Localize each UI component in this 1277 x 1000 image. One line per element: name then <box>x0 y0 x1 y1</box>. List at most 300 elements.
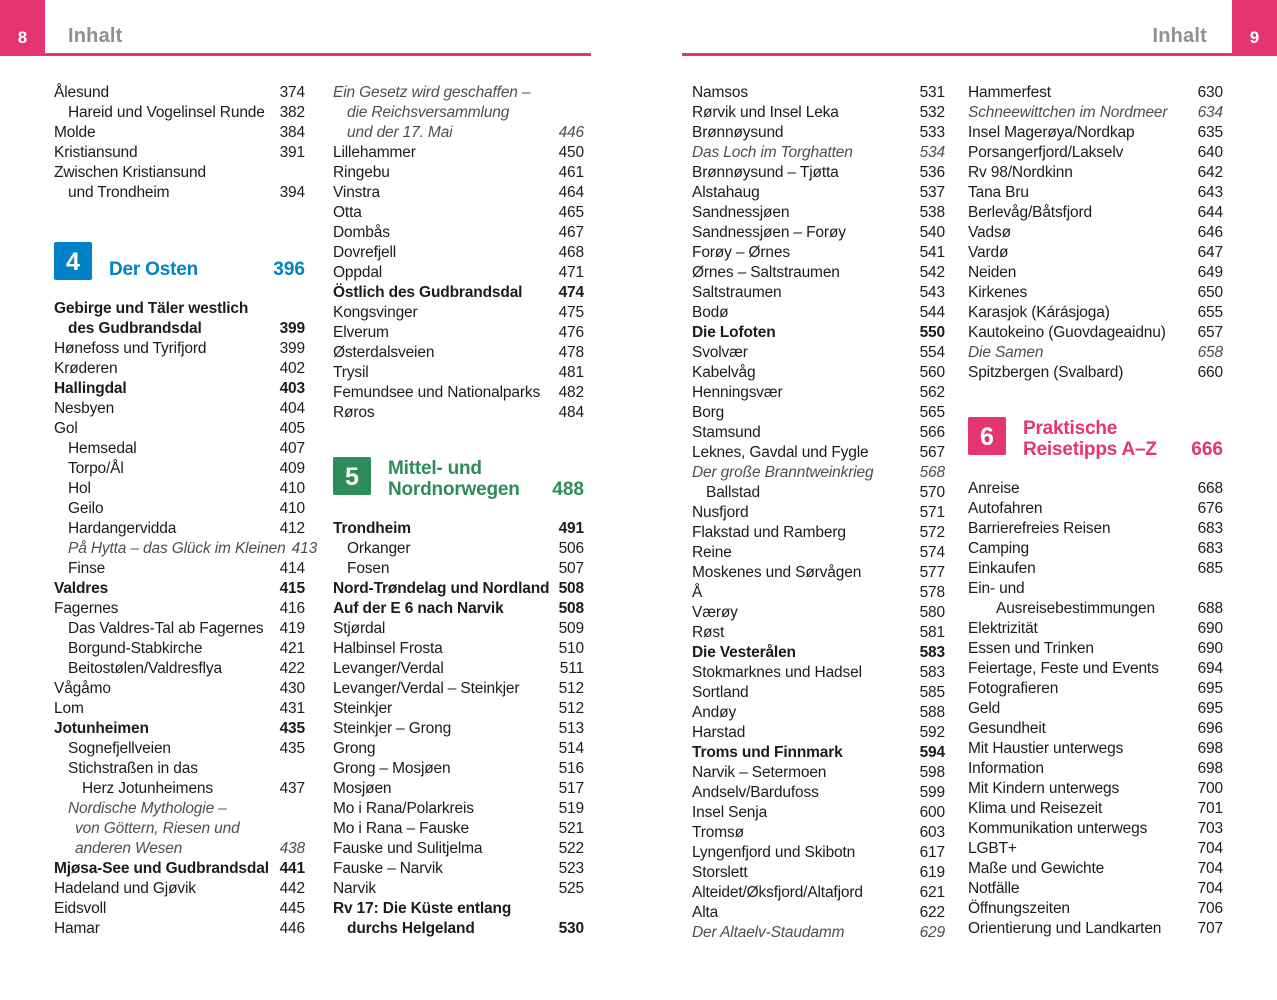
toc-entry <box>968 660 1223 680</box>
toc-entry-label: Jotunheimen <box>54 720 149 737</box>
toc-entry-label: Insel Magerøya/Nordkap <box>968 124 1135 141</box>
toc-entry-page: 422 <box>279 660 305 677</box>
toc-entry <box>692 824 945 844</box>
toc-entry-label: Herz Jotunheimens <box>82 780 213 797</box>
toc-entry-page: 391 <box>279 144 305 161</box>
toc-entry-label: Finse <box>68 560 106 577</box>
toc-entry-label: Værøy <box>692 604 738 621</box>
toc-entry-label: Mo i Rana – Fauske <box>333 820 470 837</box>
toc-entry-label: Sandnessjøen <box>692 204 790 221</box>
toc-entry-label: Nord-Trøndelag und Nordland <box>333 580 550 597</box>
toc-entry-page: 695 <box>1197 680 1223 697</box>
toc-entry-page: 583 <box>919 644 945 661</box>
toc-entry-page: 438 <box>279 840 305 857</box>
chapter-title <box>388 458 520 500</box>
toc-entry-label: Otta <box>333 204 362 221</box>
toc-entry-page: 698 <box>1197 760 1223 777</box>
right-header-title: Inhalt <box>1152 25 1207 47</box>
toc-entry-label: Fagernes <box>54 600 119 617</box>
toc-entry-label: Hamar <box>54 920 100 937</box>
toc-entry <box>54 520 305 540</box>
toc-entry <box>968 500 1223 520</box>
toc-entry <box>333 204 584 224</box>
toc-entry-page: 643 <box>1197 184 1223 201</box>
toc-entry-label: Halbinsel Frosta <box>333 640 443 657</box>
toc-entry <box>54 920 305 940</box>
toc-entry-page: 513 <box>558 720 584 737</box>
toc-entry-page: 660 <box>1197 364 1223 381</box>
toc-entry-label: Ein- und <box>968 580 1025 597</box>
toc-entry-label: Neiden <box>968 264 1017 281</box>
toc-entry-page: 541 <box>919 244 945 261</box>
toc-entry-label: Hønefoss und Tyrifjord <box>54 340 207 357</box>
toc-entry <box>333 660 584 680</box>
toc-entry <box>333 384 584 404</box>
toc-entry <box>692 604 945 624</box>
toc-entry <box>968 104 1223 124</box>
toc-entry <box>692 444 945 464</box>
chapter-page-number: 666 <box>1191 439 1223 460</box>
toc-entry <box>54 360 305 380</box>
chapter-title <box>1023 418 1157 460</box>
toc-entry <box>692 624 945 644</box>
toc-entry-page: 694 <box>1197 660 1223 677</box>
toc-entry-label: Moskenes und Sørvågen <box>692 564 862 581</box>
toc-entry <box>968 224 1223 244</box>
toc-entry-page: 668 <box>1197 480 1223 497</box>
toc-entry-label: Trondheim <box>333 520 411 537</box>
toc-entry-label: Nesbyen <box>54 400 115 417</box>
toc-entry <box>333 840 584 860</box>
toc-entry <box>54 800 305 820</box>
toc-entry-page: 465 <box>558 204 584 221</box>
toc-entry-page: 442 <box>279 880 305 897</box>
toc-entry-page: 512 <box>558 680 584 697</box>
toc-entry <box>54 320 305 340</box>
toc-entry-page: 683 <box>1197 540 1223 557</box>
toc-entry-page: 640 <box>1197 144 1223 161</box>
toc-entry-label: und Trondheim <box>68 184 170 201</box>
toc-entry-label: Steinkjer – Grong <box>333 720 452 737</box>
toc-entry-page: 704 <box>1197 840 1223 857</box>
toc-entry <box>968 164 1223 184</box>
toc-entry-page: 536 <box>919 164 945 181</box>
toc-entry-page: 431 <box>279 700 305 717</box>
toc-column-2 <box>333 84 584 940</box>
toc-entry-page: 649 <box>1197 264 1223 281</box>
toc-entry-label: Gebirge und Täler westlich <box>54 300 249 317</box>
toc-entry-label: Der große Branntweinkrieg <box>692 464 874 481</box>
toc-entry <box>692 264 945 284</box>
chapter-heading <box>54 242 305 280</box>
toc-entry <box>692 584 945 604</box>
toc-entry <box>54 580 305 600</box>
toc-entry <box>333 800 584 820</box>
toc-entry <box>54 820 305 840</box>
toc-entry-label: Røros <box>333 404 375 421</box>
toc-entry-label: Ballstad <box>706 484 760 501</box>
toc-entry-label: Dovrefjell <box>333 244 397 261</box>
toc-entry-label: Berlevåg/Båtsfjord <box>968 204 1092 221</box>
chapter-number-badge: 5 <box>333 457 371 495</box>
toc-entry-page: 507 <box>558 560 584 577</box>
toc-entry-label: Maße und Gewichte <box>968 860 1105 877</box>
toc-entry <box>968 920 1223 940</box>
toc-entry <box>54 880 305 900</box>
toc-entry <box>54 84 305 104</box>
toc-entry-label: Die Vesterålen <box>692 644 796 661</box>
toc-entry-page: 464 <box>558 184 584 201</box>
left-header-title: Inhalt <box>68 25 123 47</box>
toc-entry-label: Hardangervidda <box>68 520 177 537</box>
toc-entry-label: Røst <box>692 624 725 641</box>
toc-entry-page: 543 <box>919 284 945 301</box>
toc-entry-page: 560 <box>919 364 945 381</box>
toc-entry <box>333 84 584 104</box>
chapter-heading <box>968 418 1223 460</box>
toc-entry-page: 676 <box>1197 500 1223 517</box>
toc-entry-label: Orkanger <box>347 540 411 557</box>
toc-entry-page: 683 <box>1197 520 1223 537</box>
toc-entry <box>692 84 945 104</box>
toc-entry <box>968 184 1223 204</box>
toc-entry <box>692 924 945 944</box>
toc-entry-page: 600 <box>919 804 945 821</box>
toc-entry <box>968 560 1223 580</box>
toc-entry-label: Trysil <box>333 364 369 381</box>
toc-entry-label: Brønnøysund <box>692 124 784 141</box>
toc-entry-page: 540 <box>919 224 945 241</box>
toc-entry-label: Eidsvoll <box>54 900 107 917</box>
toc-entry <box>333 184 584 204</box>
toc-entry-page: 635 <box>1197 124 1223 141</box>
toc-entry-page: 658 <box>1197 344 1223 361</box>
toc-entry <box>333 760 584 780</box>
toc-entry <box>54 440 305 460</box>
toc-entry-label: Molde <box>54 124 96 141</box>
toc-entry-page: 580 <box>919 604 945 621</box>
toc-entry-page: 508 <box>558 580 584 597</box>
toc-entry-page: 410 <box>279 500 305 517</box>
toc-entry-label: Fotografieren <box>968 680 1059 697</box>
toc-entry-label: Fauske – Narvik <box>333 860 443 877</box>
toc-entry <box>968 284 1223 304</box>
toc-entry <box>54 480 305 500</box>
toc-entry-page: 707 <box>1197 920 1223 937</box>
toc-entry-page: 516 <box>558 760 584 777</box>
toc-entry-page: 484 <box>558 404 584 421</box>
toc-entry-page: 530 <box>558 920 584 937</box>
toc-entry-label: Elverum <box>333 324 389 341</box>
toc-entry <box>333 600 584 620</box>
toc-entry-page: 690 <box>1197 640 1223 657</box>
toc-entry-label: Information <box>968 760 1044 777</box>
toc-entry <box>333 264 584 284</box>
toc-entry <box>968 600 1223 620</box>
toc-entry <box>692 544 945 564</box>
toc-entry <box>692 884 945 904</box>
toc-entry-label: Nusfjord <box>692 504 749 521</box>
toc-entry-page: 525 <box>558 880 584 897</box>
toc-entry-page: 599 <box>919 784 945 801</box>
toc-entry-label: Karasjok (Kárásjoga) <box>968 304 1110 321</box>
toc-entry-page: 421 <box>279 640 305 657</box>
toc-entry-label: Die Lofoten <box>692 324 776 341</box>
toc-entry-label: Kommunikation unterwegs <box>968 820 1148 837</box>
toc-entry <box>692 904 945 924</box>
toc-entry <box>968 520 1223 540</box>
toc-entry-label: Gesundheit <box>968 720 1046 737</box>
toc-entry-label: Grong <box>333 740 376 757</box>
toc-entry-page: 441 <box>279 860 305 877</box>
toc-entry <box>692 844 945 864</box>
toc-entry <box>692 184 945 204</box>
toc-entry-page: 399 <box>279 340 305 357</box>
toc-column-1 <box>54 84 318 940</box>
toc-entry-label: Tana Bru <box>968 184 1029 201</box>
toc-entry-label: Mosjøen <box>333 780 392 797</box>
toc-entry-label: durchs Helgeland <box>347 920 475 937</box>
toc-entry <box>54 420 305 440</box>
toc-entry <box>333 560 584 580</box>
toc-entry-label: Andselv/Bardufoss <box>692 784 819 801</box>
toc-entry <box>692 284 945 304</box>
toc-entry-label: des Gudbrandsdal <box>68 320 202 337</box>
toc-entry-label: Borgund-Stabkirche <box>68 640 203 657</box>
toc-entry <box>692 324 945 344</box>
toc-entry-label: Hol <box>68 480 91 497</box>
toc-entry <box>333 520 584 540</box>
toc-entry-label: Vardø <box>968 244 1009 261</box>
toc-entry-label: Schneewittchen im Nordmeer <box>968 104 1168 121</box>
toc-entry-label: Narvik <box>333 880 377 897</box>
toc-entry <box>692 244 945 264</box>
toc-entry <box>333 820 584 840</box>
toc-entry-label: Kabelvåg <box>692 364 756 381</box>
toc-entry <box>692 404 945 424</box>
toc-entry-page: 571 <box>919 504 945 521</box>
toc-entry-label: die Reichsversammlung <box>347 104 510 121</box>
toc-entry <box>692 344 945 364</box>
toc-entry-page: 630 <box>1197 84 1223 101</box>
toc-entry-label: Grong – Mosjøen <box>333 760 451 777</box>
toc-entry-page: 405 <box>279 420 305 437</box>
toc-entry-label: Narvik – Setermoen <box>692 764 827 781</box>
toc-entry-page: 508 <box>558 600 584 617</box>
toc-entry-page: 698 <box>1197 740 1223 757</box>
toc-entry-label: Storslett <box>692 864 748 881</box>
toc-entry-page: 419 <box>279 620 305 637</box>
toc-entry-label: Stjørdal <box>333 620 386 637</box>
toc-entry-label: Krøderen <box>54 360 118 377</box>
toc-entry <box>54 600 305 620</box>
toc-entry-page: 572 <box>919 524 945 541</box>
toc-entry <box>333 740 584 760</box>
toc-entry-page: 568 <box>919 464 945 481</box>
toc-entry-label: Levanger/Verdal – Steinkjer <box>333 680 520 697</box>
toc-entry <box>968 244 1223 264</box>
toc-entry-label: Camping <box>968 540 1029 557</box>
toc-entry-label: Sognefjellveien <box>68 740 171 757</box>
toc-entry-label: Saltstraumen <box>692 284 782 301</box>
toc-entry <box>968 264 1223 284</box>
toc-entry <box>692 224 945 244</box>
toc-entry-page: 566 <box>919 424 945 441</box>
toc-entry <box>968 84 1223 104</box>
toc-entry-page: 474 <box>558 284 584 301</box>
toc-entry <box>54 300 305 320</box>
toc-entry-page: 461 <box>558 164 584 181</box>
toc-entry-label: Kristiansund <box>54 144 138 161</box>
chapter-title-line: Reisetipps A–Z <box>1023 439 1157 460</box>
toc-entry-label: Andøy <box>692 704 737 721</box>
toc-entry-page: 696 <box>1197 720 1223 737</box>
toc-entry-page: 412 <box>279 520 305 537</box>
toc-entry <box>54 640 305 660</box>
toc-entry <box>54 184 305 204</box>
toc-entry-label: Klima und Reisezeit <box>968 800 1103 817</box>
toc-entry-label: Beitostølen/Valdresflya <box>68 660 222 677</box>
toc-entry-page: 531 <box>919 84 945 101</box>
toc-entry-page: 445 <box>279 900 305 917</box>
toc-entry-label: Die Samen <box>968 344 1044 361</box>
toc-entry-label: Leknes, Gavdal und Fygle <box>692 444 869 461</box>
toc-entry-label: Stichstraßen in das <box>68 760 198 777</box>
toc-entry-label: Einkaufen <box>968 560 1036 577</box>
toc-entry-page: 481 <box>558 364 584 381</box>
toc-entry-label: anderen Wesen <box>75 840 183 857</box>
toc-entry <box>54 400 305 420</box>
toc-entry <box>333 144 584 164</box>
toc-entry <box>54 164 305 184</box>
chapter-title-line: Mittel- und <box>388 458 482 479</box>
toc-entry <box>692 464 945 484</box>
toc-entry-label: Å <box>692 584 703 601</box>
toc-entry <box>333 224 584 244</box>
toc-entry-page: 471 <box>558 264 584 281</box>
toc-entry-page: 517 <box>558 780 584 797</box>
toc-entry-label: Fauske und Sulitjelma <box>333 840 483 857</box>
toc-entry-label: Gol <box>54 420 78 437</box>
toc-entry-label: Essen und Trinken <box>968 640 1094 657</box>
toc-entry-page: 435 <box>279 720 305 737</box>
chapter-title-line: Nordnorwegen <box>388 479 520 500</box>
toc-entry-page: 554 <box>919 344 945 361</box>
chapter-page-number: 396 <box>273 259 305 280</box>
toc-entry-label: Der Altaelv-Staudamm <box>692 924 845 941</box>
toc-entry-label: Kirkenes <box>968 284 1028 301</box>
toc-entry <box>54 144 305 164</box>
toc-entry-label: Svolvær <box>692 344 748 361</box>
toc-entry <box>333 620 584 640</box>
toc-entry <box>54 860 305 880</box>
toc-entry <box>968 820 1223 840</box>
toc-entry-label: Alta <box>692 904 719 921</box>
chapter-number-badge: 4 <box>54 242 92 280</box>
toc-entry-page: 519 <box>558 800 584 817</box>
toc-entry <box>968 620 1223 640</box>
toc-entry-page: 413 <box>291 540 318 557</box>
toc-entry-page: 617 <box>919 844 945 861</box>
toc-entry-page: 594 <box>919 744 945 761</box>
toc-entry <box>333 780 584 800</box>
toc-entry-label: Reine <box>692 544 732 561</box>
toc-entry-label: Sortland <box>692 684 749 701</box>
toc-entry <box>968 580 1223 600</box>
chapter-title-line: Praktische <box>1023 418 1118 439</box>
toc-entry-label: Harstad <box>692 724 746 741</box>
toc-entry-page: 403 <box>279 380 305 397</box>
toc-entry-page: 437 <box>279 780 305 797</box>
toc-entry-page: 410 <box>279 480 305 497</box>
toc-entry <box>692 564 945 584</box>
toc-entry-page: 704 <box>1197 860 1223 877</box>
toc-entry <box>968 680 1223 700</box>
toc-entry-label: Anreise <box>968 480 1020 497</box>
toc-entry-page: 542 <box>919 264 945 281</box>
toc-entry-label: Autofahren <box>968 500 1043 517</box>
toc-entry-label: Ålesund <box>54 84 109 101</box>
toc-entry-page: 574 <box>919 544 945 561</box>
toc-entry-label: Sandnessjøen – Forøy <box>692 224 846 241</box>
toc-entry-page: 512 <box>558 700 584 717</box>
toc-entry-label: Ørnes – Saltstraumen <box>692 264 840 281</box>
toc-entry <box>333 640 584 660</box>
toc-entry-label: Spitzbergen (Svalbard) <box>968 364 1124 381</box>
toc-entry <box>692 164 945 184</box>
toc-entry <box>692 424 945 444</box>
toc-entry-label: Henningsvær <box>692 384 783 401</box>
toc-entry-page: 646 <box>1197 224 1223 241</box>
toc-entry-page: 409 <box>279 460 305 477</box>
toc-entry-page: 523 <box>558 860 584 877</box>
toc-entry-label: Notfälle <box>968 880 1020 897</box>
toc-entry <box>54 340 305 360</box>
toc-entry-label: Hareid und Vogelinsel Runde <box>68 104 265 121</box>
toc-entry-page: 570 <box>919 484 945 501</box>
toc-entry-label: Ringebu <box>333 164 390 181</box>
toc-entry-page: 404 <box>279 400 305 417</box>
toc-entry-label: Geilo <box>68 500 104 517</box>
toc-entry-label: Fosen <box>347 560 390 577</box>
toc-entry <box>54 560 305 580</box>
toc-entry-page: 476 <box>558 324 584 341</box>
toc-entry-label: Insel Senja <box>692 804 768 821</box>
toc-entry-label: Borg <box>692 404 725 421</box>
toc-entry <box>968 364 1223 384</box>
toc-entry-label: Femundsee und Nationalparks <box>333 384 541 401</box>
toc-entry <box>968 800 1223 820</box>
toc-entry <box>692 664 945 684</box>
toc-entry-page: 642 <box>1197 164 1223 181</box>
toc-entry <box>692 784 945 804</box>
toc-entry-label: Torpo/Ål <box>68 460 124 477</box>
toc-entry <box>54 460 305 480</box>
toc-entry-label: Nordische Mythologie – <box>68 800 227 817</box>
toc-entry-label: Ein Gesetz wird geschaffen – <box>333 84 531 101</box>
toc-entry <box>333 720 584 740</box>
toc-entry <box>54 900 305 920</box>
toc-entry-page: 511 <box>559 660 584 677</box>
toc-entry-page: 704 <box>1197 880 1223 897</box>
toc-entry-page: 647 <box>1197 244 1223 261</box>
toc-entry <box>333 124 584 144</box>
toc-entry <box>692 724 945 744</box>
toc-entry-label: Rørvik und Insel Leka <box>692 104 839 121</box>
toc-entry-page: 374 <box>279 84 305 101</box>
toc-entry <box>54 840 305 860</box>
toc-entry-label: Auf der E 6 nach Narvik <box>333 600 504 617</box>
